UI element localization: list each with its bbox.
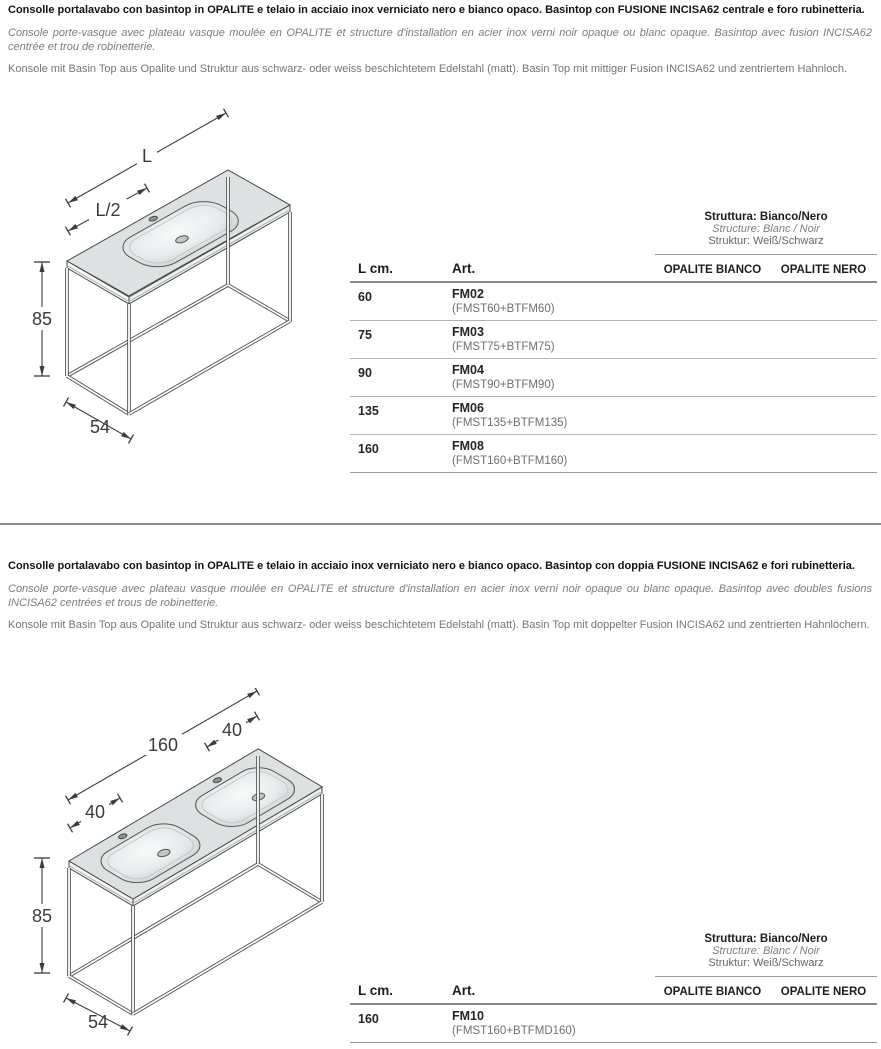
price-cell-opalite-nero	[770, 435, 877, 472]
price-cell-opalite-bianco	[655, 1005, 770, 1042]
header-length: L cm.	[358, 983, 394, 998]
table-body	[350, 283, 877, 473]
section1-table	[350, 206, 877, 476]
finish-italian: Struttura: Bianco/Nero	[704, 933, 828, 945]
finish-note	[655, 933, 877, 969]
console-drawing-double-basin	[18, 688, 352, 1049]
table-header	[350, 976, 877, 1005]
table-row	[350, 435, 877, 473]
basintop-surface	[67, 170, 290, 296]
dimension-offset-left	[68, 794, 123, 833]
header-opalite-nero: OPALITE NERO	[780, 264, 867, 276]
finish-french: Structure: Blanc / Noir	[712, 945, 820, 957]
art-composition: (FMST90+BTFM90)	[452, 379, 555, 391]
art-composition: (FMST75+BTFM75)	[452, 341, 555, 353]
dim-depth-label: 54	[87, 1012, 109, 1032]
table-row	[350, 397, 877, 435]
finish-note	[655, 211, 877, 247]
art-cell	[452, 359, 655, 396]
price-cell-opalite-bianco	[655, 359, 770, 396]
table-row	[350, 321, 877, 359]
art-composition: (FMST60+BTFM60)	[452, 303, 555, 315]
length-cell: 60	[358, 290, 372, 304]
length-cell: 160	[358, 442, 379, 456]
price-cell-opalite-bianco	[655, 397, 770, 434]
table-header	[350, 254, 877, 283]
table-row	[350, 1005, 877, 1043]
art-cell	[452, 435, 655, 472]
dimension-depth	[64, 398, 134, 444]
art-cell	[452, 283, 655, 320]
art-code: FM02	[452, 287, 484, 301]
header-art: Art.	[452, 261, 476, 276]
section2-description	[8, 560, 872, 632]
length-cell: 75	[358, 328, 372, 342]
finish-german: Struktur: Weiß/Schwarz	[708, 235, 824, 247]
dim-offset-left-label: 40	[84, 802, 106, 822]
dimension-depth	[64, 994, 133, 1036]
finish-french: Structure: Blanc / Noir	[712, 223, 820, 235]
dim-half-length-label: L/2	[95, 200, 121, 220]
dim-offset-right-label: 40	[221, 720, 243, 740]
art-code: FM10	[452, 1009, 484, 1023]
price-cell-opalite-bianco	[655, 435, 770, 472]
price-cell-opalite-nero	[770, 359, 877, 396]
price-cell-opalite-bianco	[655, 321, 770, 358]
dim-depth-label: 54	[89, 417, 111, 437]
description-german: Konsole mit Basin Top aus Opalite und Struktur aus schwarz- oder weiss beschichtetem Edelstahl (matt). Basin Top mit mittiger Fusion INCISA62 und zentriertem Hahnloch.	[8, 63, 848, 75]
art-composition: (FMST160+BTFMD160)	[452, 1025, 576, 1037]
art-code: FM08	[452, 439, 484, 453]
description-french: Console porte-vasque avec plateau vasque moulée en OPALITE et structure d'installation en acier inox verni noir opaque ou blanc opaque. Basintop avec fusion INCISA62 centrée et trou de robinetterie.	[8, 27, 872, 53]
finish-italian: Struttura: Bianco/Nero	[704, 211, 828, 223]
dim-length-label: 160	[147, 735, 179, 755]
art-composition: (FMST160+BTFM160)	[452, 455, 568, 467]
header-opalite-bianco: OPALITE BIANCO	[663, 264, 762, 276]
console-drawing-single-basin	[8, 100, 342, 458]
art-code: FM03	[452, 325, 484, 339]
header-art: Art.	[452, 983, 476, 998]
dimension-offset-right	[205, 712, 260, 752]
header-length: L cm.	[358, 261, 394, 276]
art-cell	[452, 1005, 655, 1042]
table-body	[350, 1005, 877, 1043]
dim-length-label: L	[141, 146, 153, 166]
art-composition: (FMST135+BTFM135)	[452, 417, 568, 429]
section2-table	[350, 928, 877, 1048]
table-row	[350, 359, 877, 397]
art-cell	[452, 321, 655, 358]
header-opalite-nero: OPALITE NERO	[780, 986, 867, 998]
table-row	[350, 283, 877, 321]
length-cell: 90	[358, 366, 372, 380]
section1-description	[8, 4, 872, 76]
price-cell-opalite-nero	[770, 321, 877, 358]
header-opalite-bianco: OPALITE BIANCO	[663, 986, 762, 998]
dimension-height	[29, 858, 55, 973]
description-italian: Consolle portalavabo con basintop in OPALITE e telaio in acciaio inox verniciato nero e bianco opaco. Basintop con FUSIONE INCISA62 centrale e foro rubinetteria.	[8, 4, 865, 16]
art-code: FM04	[452, 363, 484, 377]
section-divider	[0, 523, 881, 525]
description-italian: Consolle portalavabo con basintop in OPALITE e telaio in acciaio inox verniciato nero e bianco opaco. Basintop con doppia FUSIONE INCISA62 e fori rubinetteria.	[8, 560, 855, 572]
art-cell	[452, 397, 655, 434]
finish-german: Struktur: Weiß/Schwarz	[708, 957, 824, 969]
dim-height-label: 85	[31, 906, 53, 926]
dim-height-label: 85	[31, 309, 53, 329]
price-cell-opalite-nero	[770, 1005, 877, 1042]
dimension-height	[29, 262, 55, 376]
basintop-surface	[69, 749, 322, 899]
length-cell: 135	[358, 404, 379, 418]
price-cell-opalite-bianco	[655, 283, 770, 320]
length-cell: 160	[358, 1012, 379, 1026]
description-french: Console porte-vasque avec plateau vasque moulée en OPALITE et structure d'installation en acier inox verni noir opaque ou blanc opaque. Basintop avec doubles fusions INCISA62 centrées et trous de robinetterie.	[8, 583, 872, 609]
price-cell-opalite-nero	[770, 397, 877, 434]
art-code: FM06	[452, 401, 484, 415]
description-german: Konsole mit Basin Top aus Opalite und Struktur aus schwarz- oder weiss beschichtetem Edelstahl (matt). Basin Top mit doppelter Fusion INCISA62 und zentrierten Hahnlöchern.	[8, 619, 870, 631]
price-cell-opalite-nero	[770, 283, 877, 320]
